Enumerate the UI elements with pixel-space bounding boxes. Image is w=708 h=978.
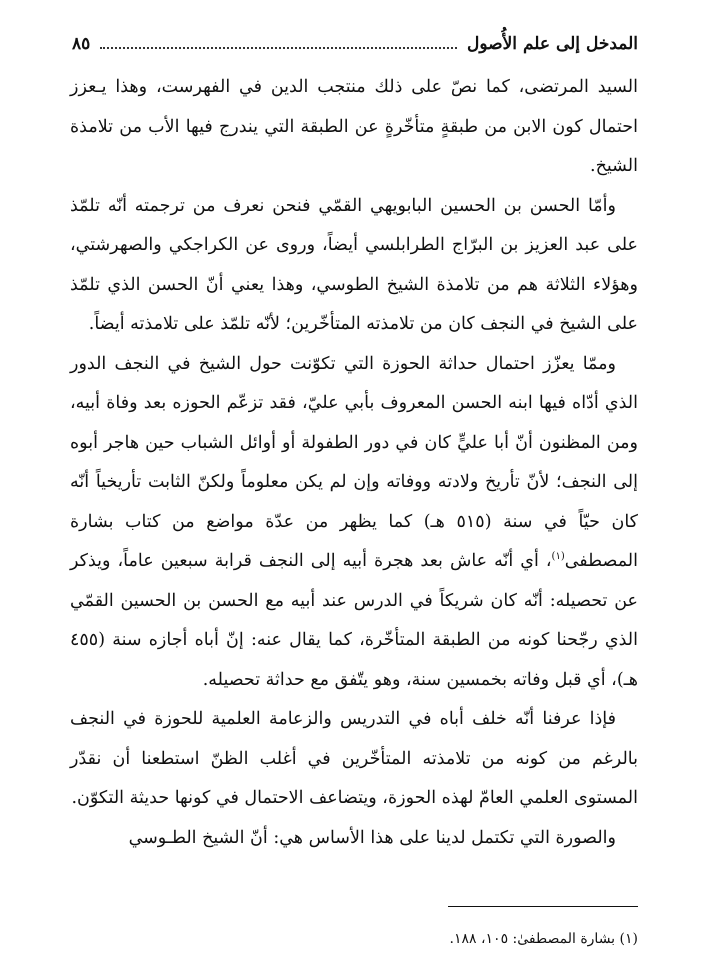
footnote: (١) بشارة المصطفىٰ: ١٠٥، ١٨٨. — [449, 931, 638, 947]
paragraph-1: السيد المرتضى، كما نصّ على ذلك منتجب الدين في الفهرست، وهذا يـعزز احتمال كون الابن من طبقةٍ متأخّرةٍ عن الطبقة التي يندرج فيها الأب من تلامذة الشيخ. — [70, 77, 638, 176]
page-number: ٨٥ — [72, 34, 91, 54]
paragraph-3-part-1: وممّا يعزّز احتمال حداثة الحوزة التي تكوّنت حول الشيخ في النجف الدور الذي أدّاه فيها ابنه الحسن المعروف بأبي عليّ، فقد تزعّم الحوزه بعد وفاة أبيه، ومن المظنون أنّ أبا عليٍّ كان في دور الطفولة أو أوائل الشباب حين هاجر أبوه إلى النجف؛ لأنّ تأريخ ولادته ووفاته وإن لم يكن معلوماً ولكنّ الثابت تأريخياً أنّه كان حيّاً في سنة (٥١٥ هـ) كما يظهر من عدّة مواضع من كتاب بشارة المصطفى — [70, 353, 638, 571]
footnote-separator — [448, 906, 638, 907]
paragraph-2: وأمّا الحسن بن الحسين البابويهي القمّي فنحن نعرف من ترجمته أنّه تلمّذ على عبد العزيز بن البرّاج الطرابلسي أيضاً، وروى عن الكراجكي والصهرشتي، وهؤلاء الثلاثة هم من تلامذة الشيخ الطوسي، وهذا يعني أنّ الحسن الذي تلمّذ على الشيخ في النجف كان من تلامذته المتأخّرين؛ لأنّه تلمّذ على تلامذته أيضاً. — [70, 195, 638, 334]
paragraph-3 — [70, 345, 638, 701]
running-header — [72, 30, 638, 58]
body-text — [70, 68, 638, 858]
paragraph-4: فإذا عرفنا أنّه خلف أباه في التدريس والزعامة العلمية للحوزة في النجف بالرغم من كونه من تلامذته المتأخّرين في أغلب الظنّ استطعنا أن نقدّر المستوى العلمي العامّ لهذه الحوزة، ويتضاعف الاحتمال في كونها حديثة التكوّن. — [70, 709, 638, 808]
header-dot-leader — [100, 47, 457, 49]
paragraph-5: والصورة التي تكتمل لدينا على هذا الأساس هي: أنّ الشيخ الطـوسي — [128, 827, 616, 848]
footnote-reference[interactable]: (١) — [551, 551, 565, 563]
paragraph-3-part-2: ، أي أنّه عاش بعد هجرة أبيه إلى النجف قرابة سبعين عاماً، ويذكر عن تحصيله: أنّه كان شريكاً في الدرس عند أبيه مع الحسن بن الحسين القمّي الذي رجّحنا كونه من الطبقة المتأخّرة، كما يقال عنه: إنّ أباه أجازه سنة (٤٥٥ هـ)، أي قبل وفاته بخمسين سنة، وهو يتّفق مع حداثة تحصيله. — [70, 551, 639, 690]
book-title: المدخل إلى علم الأُصول — [467, 34, 638, 54]
